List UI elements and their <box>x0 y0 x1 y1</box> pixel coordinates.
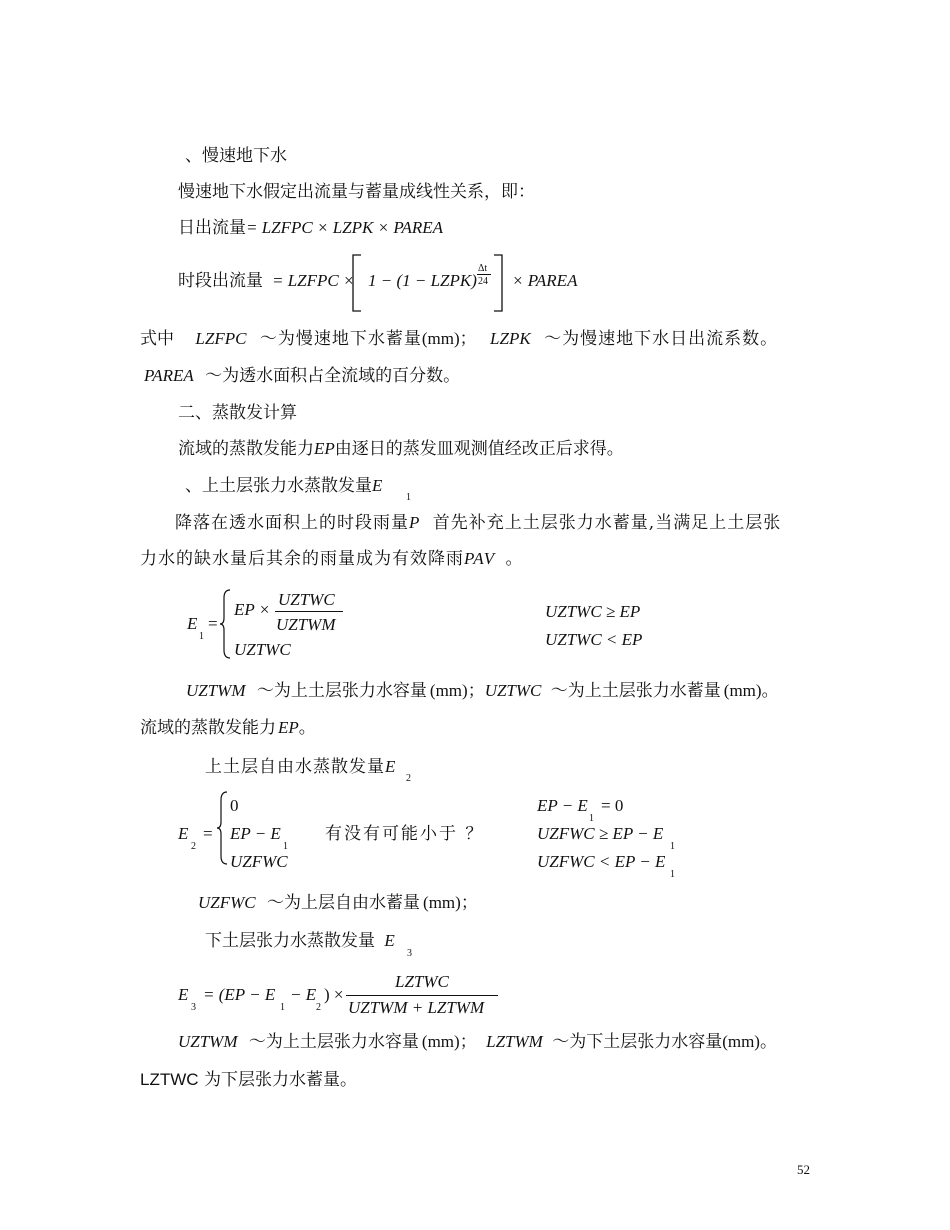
var-e: E <box>384 931 395 950</box>
var-ep: EP <box>278 718 299 737</box>
unit: (mm) <box>423 893 461 912</box>
unit: (mm) <box>421 1032 460 1051</box>
section-heading-slow-groundwater: 、慢速地下水 <box>185 146 287 166</box>
text: ～为上土层张力水容量 <box>248 1032 419 1052</box>
text: 、上土层张力水蒸散发量 <box>185 476 372 496</box>
text: 流域的蒸散发能力 <box>178 439 314 459</box>
definition-uztwm-uztwc <box>186 681 779 701</box>
unit: (mm) <box>723 681 762 700</box>
left-brace <box>218 588 232 660</box>
paragraph-rainfall-cont <box>140 549 524 569</box>
var-e: E <box>372 476 383 495</box>
text: 式中 <box>140 329 174 349</box>
subscript: 1 <box>199 631 204 642</box>
lhs: E <box>178 985 189 1004</box>
fraction-line <box>346 995 498 996</box>
case1-denominator: UZTWM <box>276 615 336 634</box>
text: ～为上层自由水蓄量 <box>267 893 421 913</box>
equals: = <box>203 824 213 843</box>
section-heading-evapotranspiration: 二、蒸散发计算 <box>178 403 297 423</box>
var-lztwc: LZTWC <box>140 1070 199 1089</box>
lhs: E <box>178 824 189 843</box>
paragraph-rainfall <box>175 513 781 533</box>
condition2: UZFWC ≥ EP − E <box>537 824 664 843</box>
text: 力水的缺水量后其余的雨量成为有效降雨 <box>140 549 464 569</box>
text: 首先补充上土层张力水蓄量,当满足上土层张 <box>432 513 782 533</box>
subheading-e3 <box>205 931 395 951</box>
condition1: EP − E <box>537 796 588 815</box>
text: ； <box>460 893 478 913</box>
case2: UZTWC <box>234 640 291 659</box>
subscript: 1 <box>283 841 288 852</box>
equation-part-a: = LZFPC × <box>272 271 355 290</box>
text: ～为上土层张力水容量 <box>256 681 427 701</box>
condition3: UZFWC < EP − E <box>537 852 666 871</box>
var-lztwm: LZTWM <box>486 1032 543 1051</box>
var-parea: PAREA <box>144 366 194 385</box>
text: 由逐日的蒸发皿观测值经改正后求得。 <box>334 439 624 459</box>
text: 。 <box>761 681 779 701</box>
condition1-rhs: = 0 <box>601 796 624 815</box>
case1-fraction-line <box>275 611 343 612</box>
text: 降落在透水面积上的时段雨量 <box>175 513 409 533</box>
case1-prefix: EP × <box>234 600 271 619</box>
subscript: 1 <box>670 869 675 880</box>
equation-part-c: × PAREA <box>512 271 578 290</box>
text: ； <box>459 329 477 349</box>
var-uztwm: UZTWM <box>178 1032 238 1051</box>
var-p: P <box>409 513 421 532</box>
term-b: − E <box>290 985 317 1004</box>
exponent-denominator: 24 <box>478 276 488 287</box>
unit: (mm) <box>429 681 468 700</box>
text: 。 <box>505 549 524 569</box>
exponent-numerator: Δt <box>478 263 488 274</box>
lhs: E <box>187 614 198 633</box>
case1-numerator: UZTWC <box>278 590 335 609</box>
subscript: 1 <box>670 841 675 852</box>
text: 。 <box>759 1032 777 1052</box>
text: 流域的蒸散发能力 <box>140 718 276 738</box>
case1: 0 <box>230 796 239 815</box>
subheading-e2 <box>205 757 396 777</box>
definition-uztwm-lztwm <box>178 1032 777 1052</box>
case2: EP − E <box>230 824 281 843</box>
denominator: UZTWM + LZTWM <box>348 998 485 1017</box>
text: 下土层张力水蒸散发量 <box>205 931 375 951</box>
subscript: 2 <box>406 773 411 784</box>
text: ； <box>467 681 485 701</box>
unit: (mm) <box>421 329 460 348</box>
equation-body: = LZFPC × LZPK × PAREA <box>246 218 444 237</box>
subscript: 1 <box>280 1002 285 1013</box>
var-uztwc: UZTWC <box>484 681 542 700</box>
var-lzfpc: LZFPC <box>195 329 247 348</box>
var-ep: EP <box>314 439 335 458</box>
text: ～为下土层张力水容量 <box>552 1032 723 1052</box>
text: ～为上土层张力水蓄量 <box>550 681 721 701</box>
var-e: E <box>385 757 397 776</box>
text: 为下层张力水蓄量。 <box>203 1070 357 1090</box>
equation-label: 时段出流量 <box>178 271 263 291</box>
var-uztwm: UZTWM <box>186 681 246 700</box>
var-pav: PAV <box>464 549 496 568</box>
equation-label: 日出流量 <box>178 218 246 238</box>
text: 上土层自由水蒸散发量 <box>205 757 385 777</box>
definition-lztwc <box>140 1070 357 1090</box>
page-number: 52 <box>797 1162 810 1177</box>
term-c: ) × <box>324 985 344 1004</box>
definition-uzfwc <box>198 893 478 913</box>
paragraph-slow-groundwater: 慢速地下水假定出流量与蓄量成线性关系，即： <box>178 182 535 202</box>
definition-lzfpc-lzpk <box>140 329 778 349</box>
condition1: UZTWC ≥ EP <box>545 602 641 621</box>
equation-part-b: 1 − (1 − LZPK) <box>368 271 477 290</box>
text: 。 <box>298 718 316 738</box>
equation-daily-outflow <box>178 218 443 238</box>
subscript: 3 <box>407 948 412 959</box>
exponent-fraction-line <box>477 274 491 275</box>
text: ～为透水面积占全流域的百分数。 <box>205 366 461 386</box>
paragraph-ep <box>178 439 624 459</box>
text: ； <box>459 1032 477 1052</box>
subheading-e1 <box>185 476 382 496</box>
left-bracket <box>349 253 365 313</box>
var-uzfwc: UZFWC <box>198 893 256 912</box>
numerator: LZTWC <box>395 972 449 991</box>
subscript: 2 <box>191 841 196 852</box>
var-lzpk: LZPK <box>490 329 531 348</box>
case3: UZFWC <box>230 852 288 871</box>
unit: (mm) <box>722 1032 760 1051</box>
condition2: UZTWC < EP <box>545 630 643 649</box>
left-brace <box>215 790 229 866</box>
term-a: = (EP − E <box>203 985 276 1004</box>
equals: = <box>208 614 218 633</box>
right-bracket <box>490 253 506 313</box>
annotation-note: 有没有可能小于 ？ <box>325 824 485 844</box>
subscript: 1 <box>406 492 411 503</box>
definition-parea <box>144 366 460 386</box>
text: ～为慢速地下水蓄量 <box>259 329 422 349</box>
text: ～为慢速地下水日出流系数。 <box>544 329 779 349</box>
subscript: 3 <box>191 1002 196 1013</box>
subscript: 2 <box>316 1002 321 1013</box>
paragraph-ep-2 <box>140 718 316 738</box>
subscript: 1 <box>589 813 594 824</box>
